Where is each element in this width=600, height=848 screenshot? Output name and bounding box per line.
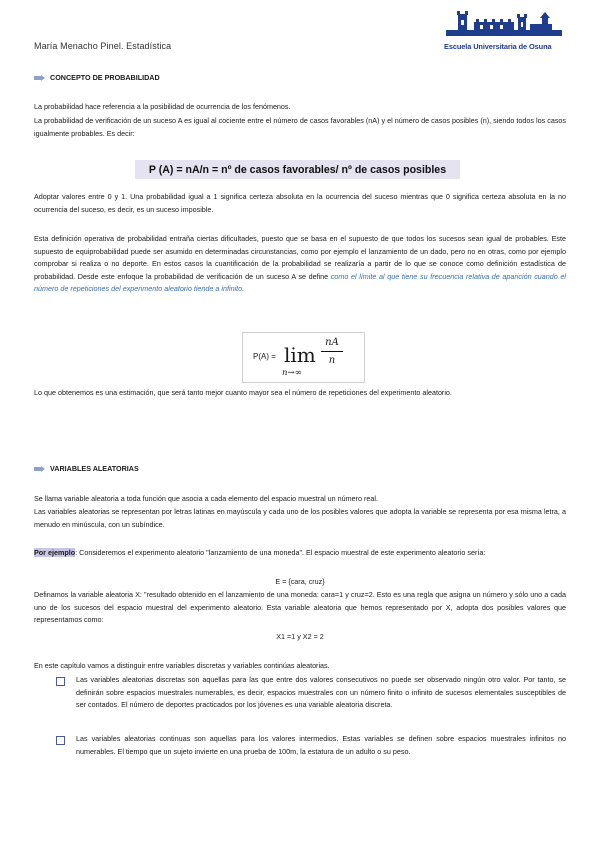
example-label: Por ejemplo xyxy=(34,548,76,557)
limit-lhs: P(A) = xyxy=(253,352,276,361)
limit-formula-box xyxy=(242,332,365,383)
probability-formula: P (A) = nA/n = nº de casos favorables/ nº de casos posibles xyxy=(135,160,460,179)
variable-values: X1 =1 y X2 = 2 xyxy=(276,632,324,641)
checkbox-icon xyxy=(56,736,65,745)
section-title: VARIABLES ALEATORIAS xyxy=(50,464,139,473)
list-item-discrete: Las variables aleatorias discretas son aquellas para las que entre dos valores consecutivos no puede ser observado ningún otro valor. Por tanto, se definirán sobre espacios muestrales numerables, es decir, espacios muestrales con un número finito o infinito de sucesos elementales susceptibles de ser contados. El número de deportes practicados por los jóvenes es una variable aleatoria discreta. xyxy=(76,675,566,710)
definition-highlight: como el límite al que tiene su frecuencia relativa de aparición cuando el número de repeticiones del experimento aleatorio tiende a infinito. xyxy=(34,271,566,294)
arrow-bullet-icon xyxy=(34,466,45,472)
paragraph: La probabilidad de verificación de un suceso A es igual al cociente entre el número de casos favorables (nA) y el número de casos posibles (n), siendo todos los casos igualmente probables. Es decir: xyxy=(34,116,566,138)
section-heading-random-variables xyxy=(34,464,139,473)
paragraph: En este capítulo vamos a distinguir entre variables discretas y variables continúas aleatorias. xyxy=(34,661,330,670)
arrow-bullet-icon xyxy=(34,75,45,81)
paragraph: Definamos la variable aleatoria X: "resultado obtenido en el lanzamiento de una moneda: cara=1 y cruz=2. Esto es una regla que asigna un número y sólo uno a cada uno de los sucesos del espacio muestral del experimento aleatorio. Esta variable aleatoria que hemos representado por X, adopta dos posibles valores que representamos como: xyxy=(34,590,566,625)
university-logo xyxy=(444,8,564,54)
header-author: María Menacho Pinel. Estadística xyxy=(34,41,172,51)
paragraph: Se llama variable aleatoria a toda función que asocia a cada elemento del espacio muestral un número real. xyxy=(34,494,379,503)
paragraph: Las variables aleatorias se representan por letras latinas en mayúscula y cada uno de los posibles valores que adopta la variable se representa por esa misma letra, a menudo en minúscula, con un subíndice. xyxy=(34,507,566,529)
paragraph: Adoptar valores entre 0 y 1. Una probabilidad igual a 1 significa certeza absoluta en la ocurrencia del suceso mientras que 0 significa certeza absoluta en la no ocurrencia del suceso, es decir, es un suceso imposible. xyxy=(34,192,566,214)
example-text: : Consideremos el experimento aleatorio "lanzamiento de una moneda". El espacio muestral de este experimento aleatorio sería: xyxy=(75,548,486,557)
paragraph-text: Esta definición operativa de probabilidad entraña ciertas dificultades, puesto que se basa en el supuesto de que todos los sucesos sean igual de probables. Este supuesto de equiprobabilidad puede ser asumido en determinadas circunstancias, como por ejemplo el lanzamiento de un dado, pero no en otras, como por ejemplo comprobar si realiza o no deporte. En estos casos la cuantificación de la probabilidad se realizaría a partir de lo que se conoce como definición estadística de probabilidad. Desde este enfoque la probabilidad de verificación de un suceso A se define xyxy=(34,234,566,281)
list-item-continuous: Las variables aleatorias continuas son aquellas para los valores intermedios. Estas variables se definen sobre espacios muestrales infinitos no numerables. El tiempo que un sujeto invierte en una prueba de 100m, la estatura de un adulto o su peso. xyxy=(76,734,566,756)
logo-text: Escuela Universitaria de Osuna xyxy=(444,42,552,51)
limit-operator: lim xyxy=(284,343,316,367)
fraction-denominator: n xyxy=(328,355,336,366)
fraction-numerator: nA xyxy=(325,337,339,348)
fraction-bar xyxy=(321,351,343,352)
paragraph: La probabilidad hace referencia a la posibilidad de ocurrencia de los fenómenos. xyxy=(34,102,291,111)
paragraph-statistical-definition xyxy=(34,233,566,296)
section-title: CONCEPTO DE PROBABILIDAD xyxy=(50,73,160,82)
checkbox-icon xyxy=(56,677,65,686)
limit-subscript: n→∞ xyxy=(282,368,302,378)
sample-space: E = {cara, cruz} xyxy=(275,577,325,586)
castle-logo-icon xyxy=(444,8,564,42)
paragraph: Lo que obtenemos es una estimación, que será tanto mejor cuanto mayor sea el número de repeticiones del experimento aleatorio. xyxy=(34,388,452,397)
section-heading-probability xyxy=(34,73,160,82)
example-paragraph xyxy=(34,547,566,560)
